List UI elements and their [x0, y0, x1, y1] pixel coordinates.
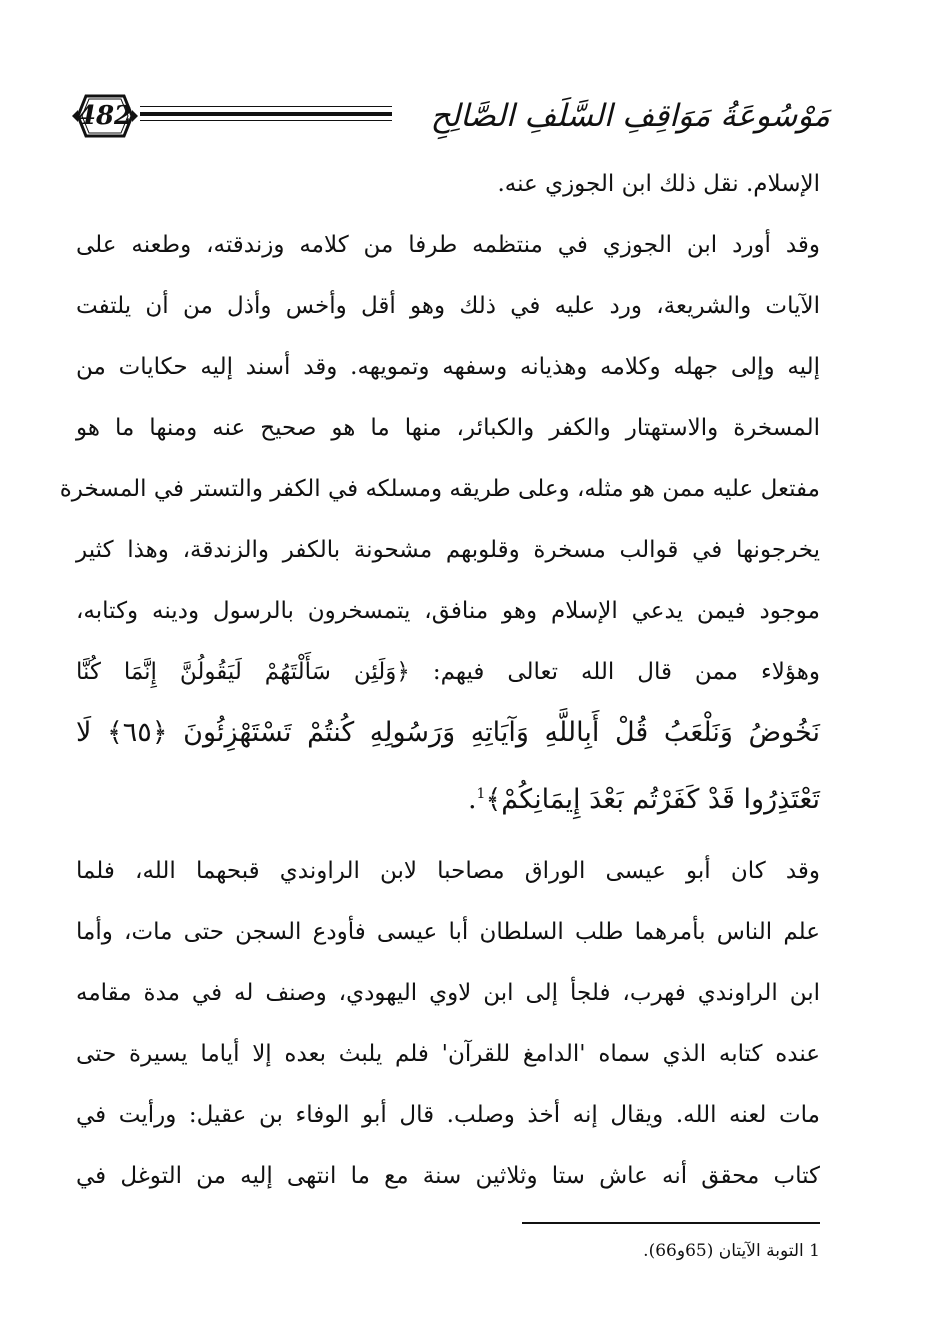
text-line: الآيات والشريعة، ورد عليه في ذلك وهو أقل وأخس وأذل من أن يلتفت — [76, 293, 820, 319]
page-number: 482 — [77, 101, 133, 131]
main-text — [59, 155, 820, 1208]
quran-verse-line — [76, 765, 820, 826]
page-number-badge — [70, 88, 140, 144]
text-line: ابن الراوندي فهرب، فلجأ إلى ابن لاوي اليهودي، وصنف له في مدة مقامه — [76, 980, 820, 1006]
book-title: مَوْسُوعَةُ مَوَاقِفِ السَّلَفِ الصَّالِحِ — [430, 98, 830, 134]
text-line: علم الناس بأمرهما طلب السلطان أبا عيسى فأودع السجن حتى مات، وأما — [76, 919, 820, 945]
text-line: وقد أورد ابن الجوزي في منتظمه طرفا من كلامه وزندقته، وطعنه على — [76, 232, 820, 258]
text-line: مفتعل عليه ممن هو مثله، وعلى طريقه ومسلكه في الكفر والتستر في المسخرة — [59, 476, 820, 502]
header-rule — [140, 106, 392, 107]
footnote-separator — [522, 1222, 820, 1224]
header-rule — [140, 112, 392, 116]
text-line: الإسلام. نقل ذلك ابن الجوزي عنه. — [497, 171, 820, 197]
text-line: المسخرة والاستهتار والكفر والكبائر، منها ما هو صحيح عنه ومنها ما هو — [76, 415, 820, 441]
footnote-marker: 1 — [476, 786, 486, 802]
period: . — [467, 784, 477, 815]
header-rule — [140, 120, 392, 121]
quran-verse-end: تَعْتَذِرُوا قَدْ كَفَرْتُم بَعْدَ إِيمَانِكُمْ﴾ — [485, 784, 820, 815]
page-header — [60, 82, 830, 152]
text-line: وهؤلاء ممن قال الله تعالى فيهم: ﴿وَلَئِن سَأَلْتَهُمْ لَيَقُولُنَّ إِنَّمَا كُنَّا — [76, 659, 820, 685]
text-line: موجود فيمن يدعي الإسلام وهو منافق، يتمسخرون بالرسول ودينه وكتابه، — [76, 598, 820, 624]
footnote: 1 التوبة الآيتان (65و66). — [643, 1241, 820, 1261]
quran-verse-line: نَخُوضُ وَنَلْعَبُ قُلْ أَبِاللَّهِ وَآيَاتِهِ وَرَسُولِهِ كُنتُمْ تَسْتَهْزِئُونَ ﴿٦٥﴾ لَا — [76, 717, 820, 748]
text-line: وقد كان أبو عيسى الوراق مصاحبا لابن الراوندي قبحهما الله، فلما — [76, 858, 820, 884]
text-line: مات لعنه الله. ويقال إنه أخذ وصلب. قال أبو الوفاء بن عقيل: ورأيت في — [76, 1102, 820, 1128]
text-line: يخرجونها في قوالب مسخرة وقلوبهم مشحونة بالكفر والزندقة، وهذا كثير — [76, 537, 820, 563]
text-line: كتاب محقق أنه عاش ستا وثلاثين سنة مع ما انتهى إليه من التوغل في — [76, 1163, 820, 1189]
text-line: إليه وإلى جهله وكلامه وهذيانه وسفهه وتمويهه. وقد أسند إليه حكايات من — [76, 354, 820, 380]
text-line: عنده كتابه الذي سماه 'الدامغ للقرآن' فلم يلبث بعده إلا أياما يسيرة حتى — [76, 1041, 820, 1067]
